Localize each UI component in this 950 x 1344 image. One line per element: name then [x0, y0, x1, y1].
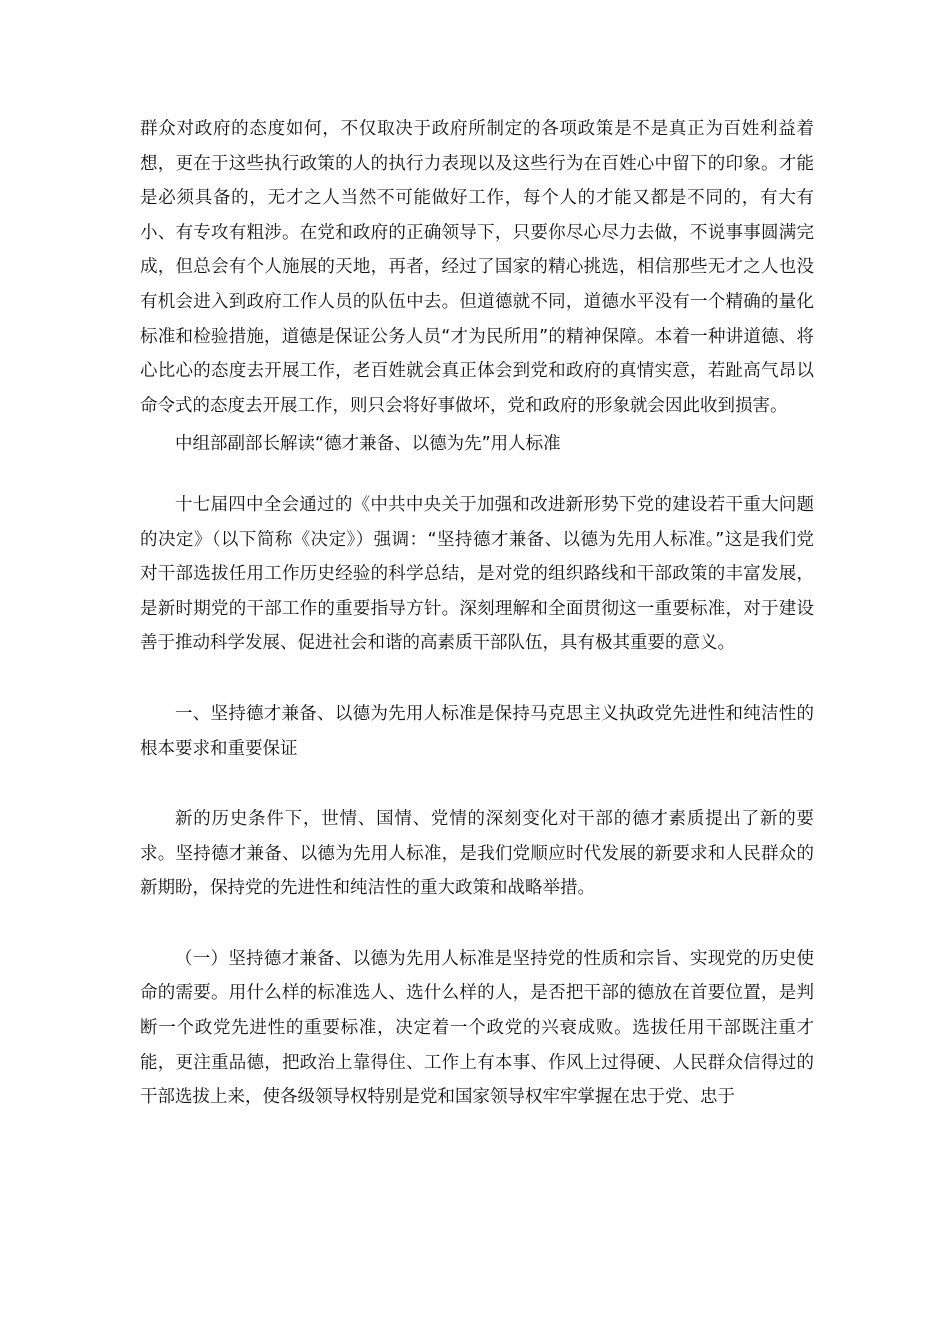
paragraph-virtue-talent: 群众对政府的态度如何，不仅取决于政府所制定的各项政策是不是真正为百姓利益着想，更在于这些执行政策的人的执行力表现以及这些行为在百姓心中留下的印象。才能是必须具备的，无才之人当然不可能做好工作，每个人的才能又都是不同的，有大有小、有专攻有粗涉。在党和政府的正确领导下，只要你尽心尽力去做，不说事事圆满完成，但总会有个人施展的天地，再者，经过了国家的精心挑选，相信那些无才之人也没有机会进入到政府工作人员的队伍中去。但道德就不同，道德水平没有一个精确的量化标准和检验措施，道德是保证公务人员“才为民所用”的精神保障。本着一种讲道德、将心比心的态度去开展工作，老百姓就会真正体会到党和政府的真情实意，若趾高气昂以命令式的态度去开展工作，则只会将好事做坏，党和政府的形象就会因此收到损害。	[140, 119, 814, 416]
article-heading: 中组部副部长解读“德才兼备、以德为先”用人标准	[175, 434, 561, 455]
paragraph-new-conditions: 新的历史条件下，世情、国情、党情的深刻变化对干部的德才素质提出了新的要求。坚持德才兼备、以德为先用人标准，是我们党顺应时代发展的新要求和人民群众的新期盼，保持党的先进性和纯洁性的重大政策和战略举措。	[140, 809, 814, 899]
paragraph-decision: 十七届四中全会通过的《中共中央关于加强和改进新形势下党的建设若干重大问题的决定》（以下简称《决定》）强调：“坚持德才兼备、以德为先用人标准。”这是我们党对干部选拔任用工作历史经验的科学总结，是对党的组织路线和干部政策的丰富发展，是新时期党的干部工作的重要指导方针。深刻理解和全面贯彻这一重要标准，对于建设善于推动科学发展、促进社会和谐的高素质干部队伍，具有极其重要的意义。	[140, 494, 814, 654]
section-heading-one: 一、坚持德才兼备、以德为先用人标准是保持马克思主义执政党先进性和纯洁性的根本要求和重要保证	[140, 703, 814, 759]
paragraph-point-one: （一）坚持德才兼备、以德为先用人标准是坚持党的性质和宗旨、实现党的历史使命的需要。用什么样的标准选人、选什么样的人，是否把干部的德放在首要位置，是判断一个政党先进性的重要标准，决定着一个政党的兴衰成败。选拔任用干部既注重才能，更注重品德，把政治上靠得住、工作上有本事、作风上过得硬、人民群众信得过的干部选拔上来，使各级领导权特别是党和国家领导权牢牢掌握在忠于党、忠于	[140, 948, 814, 1108]
document-page	[140, 112, 814, 1115]
